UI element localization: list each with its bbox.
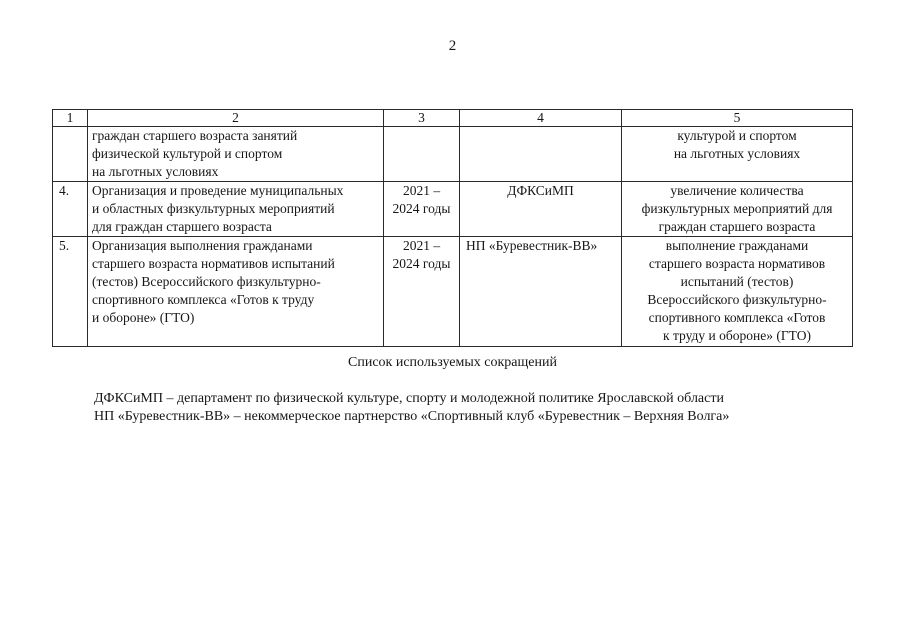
period-cell xyxy=(384,127,460,182)
period-cell xyxy=(384,237,460,347)
period-line: 2024 годы xyxy=(392,201,451,216)
header-cell: 4 xyxy=(460,110,622,127)
period-cell xyxy=(384,182,460,237)
executor-cell: НП «Буревестник-ВВ» xyxy=(460,237,622,347)
activity-cell xyxy=(88,127,384,182)
period-line: 2024 годы xyxy=(392,256,451,271)
result-line: к труду и обороне» (ГТО) xyxy=(663,328,811,343)
activity-line: Организация и проведение муниципальных xyxy=(92,183,344,198)
header-cell: 3 xyxy=(384,110,460,127)
row-number-cell xyxy=(53,127,88,182)
result-line: спортивного комплекса «Готов xyxy=(648,310,826,325)
activity-cell xyxy=(88,237,384,347)
table-row xyxy=(53,237,853,347)
page-number: 2 xyxy=(448,38,457,54)
activity-line: и областных физкультурных мероприятий xyxy=(92,201,335,216)
activity-cell xyxy=(88,182,384,237)
activity-line: граждан старшего возраста занятий xyxy=(92,128,298,143)
activity-line: спортивного комплекса «Готов к труду xyxy=(92,292,315,307)
activities-table xyxy=(52,109,853,347)
executor-cell: ДФКСиМП xyxy=(460,182,622,237)
result-cell xyxy=(622,127,853,182)
abbreviation-item: НП «Буревестник-ВВ» – некоммерческое партнерство «Спортивный клуб «Буревестник – Верхняя Волга» xyxy=(94,409,730,424)
period-line: 2021 – xyxy=(402,238,441,253)
result-line: увеличение количества xyxy=(670,183,804,198)
result-line: выполнение гражданами xyxy=(665,238,809,253)
executor-cell xyxy=(460,127,622,182)
result-line: на льготных условиях xyxy=(673,146,801,161)
row-number-cell: 4. xyxy=(53,182,88,237)
result-cell xyxy=(622,237,853,347)
period-line: 2021 – xyxy=(402,183,441,198)
result-line: испытаний (тестов) xyxy=(680,274,794,289)
activity-line: и обороне» (ГТО) xyxy=(92,310,195,325)
result-line: культурой и спортом xyxy=(677,128,797,143)
activity-line: для граждан старшего возраста xyxy=(92,219,272,234)
row-number-cell: 5. xyxy=(53,237,88,347)
activity-line: старшего возраста нормативов испытаний xyxy=(92,256,335,271)
result-line: физкультурных мероприятий для xyxy=(641,201,833,216)
result-line: граждан старшего возраста xyxy=(658,219,816,234)
activity-line: физической культурой и спортом xyxy=(92,146,283,161)
result-line: старшего возраста нормативов xyxy=(648,256,826,271)
table-header-row xyxy=(53,110,853,127)
table-row xyxy=(53,127,853,182)
abbreviation-item: ДФКСиМП – департамент по физической культуре, спорту и молодежной политике Ярославской области xyxy=(94,391,724,406)
abbreviations-list xyxy=(94,390,729,426)
table-row xyxy=(53,182,853,237)
abbreviations-title: Список используемых сокращений xyxy=(348,355,557,370)
header-cell: 5 xyxy=(622,110,853,127)
activity-line: (тестов) Всероссийского физкультурно- xyxy=(92,274,321,289)
header-cell: 1 xyxy=(53,110,88,127)
activity-line: на льготных условиях xyxy=(92,164,219,179)
result-line: Всероссийского физкультурно- xyxy=(647,292,827,307)
result-cell xyxy=(622,182,853,237)
activity-line: Организация выполнения гражданами xyxy=(92,238,313,253)
header-cell: 2 xyxy=(88,110,384,127)
